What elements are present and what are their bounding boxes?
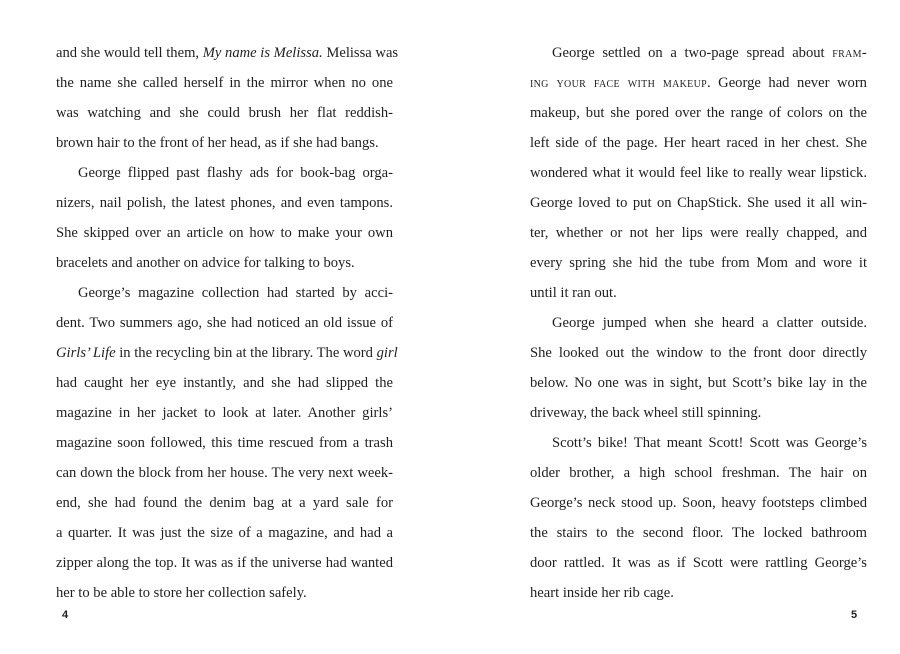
- paragraph-start-line: George’s magazine collection had started by acci-: [78, 285, 393, 301]
- italic-word: girl: [376, 345, 398, 361]
- text-line: and she would tell them, My name is Melissa. Melissa was: [56, 45, 399, 61]
- text-line: every spring she hid the tube from Mom and wore it: [530, 255, 867, 271]
- right-page-text: [530, 38, 867, 608]
- text-line: bracelets and another on advice for talking to boys.: [56, 255, 355, 271]
- text-line: Girls’ Life in the recycling bin at the library. The word girl: [56, 345, 398, 361]
- text-line: her to be able to store her collection safely.: [56, 585, 307, 601]
- left-page-text: [56, 38, 399, 608]
- text-line: magazine soon followed, this time rescued from a trash: [56, 435, 393, 451]
- right-page: [450, 0, 900, 654]
- text-line: ter, whether or not her lips were really chapped, and: [530, 225, 867, 241]
- paragraph-start-line: Scott’s bike! That meant Scott! Scott was George’s: [552, 435, 867, 451]
- text-line: wondered what it would feel like to really wear lipstick.: [530, 165, 867, 181]
- text-line: door rattled. It was as if Scott were rattling George’s: [530, 555, 867, 571]
- italic-phrase: My name is Melissa.: [202, 45, 323, 61]
- text-line: makeup, but she pored over the range of colors on the: [530, 105, 867, 121]
- italic-title: Girls’ Life: [56, 345, 116, 361]
- text-line: the stairs to the second floor. The locked bathroom: [530, 525, 867, 541]
- text-line: zipper along the top. It was as if the universe had wanted: [56, 555, 393, 571]
- text-line: She looked out the window to the front door directly: [530, 345, 867, 361]
- text-line: end, she had found the denim bag at a yard sale for: [56, 495, 393, 511]
- text-line: older brother, a high school freshman. The hair on: [530, 465, 867, 481]
- text-line: heart inside her rib cage.: [530, 585, 674, 601]
- paragraph-start-line: George flipped past flashy ads for book-bag orga-: [78, 165, 393, 181]
- text-line: below. No one was in sight, but Scott’s bike lay in the: [530, 375, 867, 391]
- text-line: can down the block from her house. The very next week-: [56, 465, 393, 481]
- text-line: brown hair to the front of her head, as if she had bangs.: [56, 135, 379, 151]
- page-number: 5: [851, 609, 858, 621]
- paragraph-start-line: George settled on a two-page spread about fram-: [552, 45, 867, 61]
- text-line: left side of the page. Her heart raced in her chest. She: [530, 135, 867, 151]
- paragraph-start-line: George jumped when she heard a clatter outside.: [552, 315, 867, 331]
- text-line: dent. Two summers ago, she had noticed an old issue of: [56, 315, 393, 331]
- text-line: was watching and she could brush her flat reddish-: [56, 105, 393, 121]
- text-line: the name she called herself in the mirror when no one: [56, 75, 393, 91]
- text-line: She skipped over an article on how to make your own: [56, 225, 393, 241]
- text-line: George’s neck stood up. Soon, heavy footsteps climbed: [530, 495, 867, 511]
- text-line: George loved to put on ChapStick. She used it all win-: [530, 195, 867, 211]
- page-number: 4: [62, 609, 69, 621]
- small-caps-phrase: fram-: [832, 45, 867, 61]
- text-line: nizers, nail polish, the latest phones, and even tampons.: [56, 195, 393, 211]
- text-line: until it ran out.: [530, 285, 617, 301]
- text-line: a quarter. It was just the size of a magazine, and had a: [56, 525, 393, 541]
- text-line: had caught her eye instantly, and she had slipped the: [56, 375, 393, 391]
- text-line: magazine in her jacket to look at later. Another girls’: [56, 405, 393, 421]
- small-caps-phrase: ing your face with makeup: [530, 75, 707, 91]
- text-line: ing your face with makeup. George had never worn: [530, 75, 867, 91]
- text-line: driveway, the back wheel still spinning.: [530, 405, 762, 421]
